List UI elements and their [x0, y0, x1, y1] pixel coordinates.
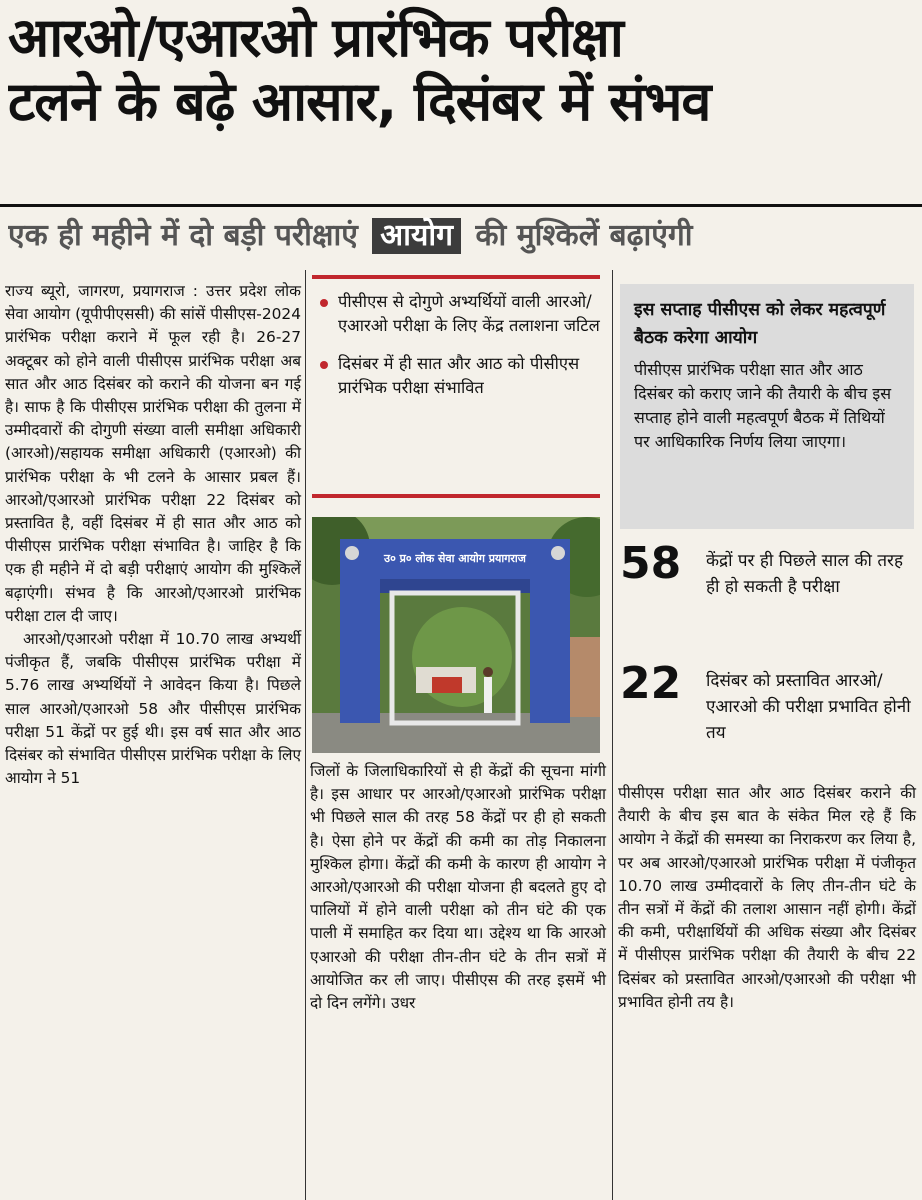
column-2	[310, 760, 606, 1015]
highlight-item	[316, 290, 600, 338]
bullet-icon	[320, 299, 328, 307]
article-paragraph: पीसीएस परीक्षा सात और आठ दिसंबर कराने की तैयारी के बीच इस बात के संकेत मिल रहे हैं कि आयोग ने केंद्रों की समस्या का निराकरण कर लिया है, पर अब आरओ/एआरओ प्रारंभिक परीक्षा में पंजीकृत 10.70 लाख उम्मीदवारों के लिए तीन-तीन घंटे के तीन सत्रों में केंद्रों की तलाश आसान नहीं होगी। केंद्रों की कमी, परीक्षार्थियों की अधिक संख्या और दिसंबर में पीसीएस प्रारंभिक परीक्षा की तैयारी के बीच 22 दिसंबर को प्रस्तावित आरओ/एआरओ की परीक्षा भी प्रभावित होनी तय है।	[618, 784, 916, 1011]
article-paragraph: जिलों के जिलाधिकारियों से ही केंद्रों की सूचना मांगी है। इस आधार पर आरओ/एआरओ प्रारंभिक परीक्षा भी पिछले साल की तरह 58 केंद्रों पर ही हो सकती है। ऐसा होने पर केंद्रों की कमी का तोड़ निकालना मुश्किल होगा। केंद्रों की कमी के कारण ही आयोग ने आरओ/एआरओ की परीक्षा योजना ही बदलते हुए दो पालियों में होने वाली परीक्षा को तीन घंटे की एक पाली में समाहित कर दिया था। उद्देश्य था कि आरओ एआरओ की परीक्षा तीन-तीन घंटे के तीन सत्रों में आयोजित कर ली जाए। पीसीएस की तरह इसमें भी दो दिन लगेंगे। उधर	[310, 762, 606, 1013]
headline-line-2: टलने के बढ़े आसार, दिसंबर में संभव	[8, 70, 711, 133]
info-box-body: पीसीएस प्रारंभिक परीक्षा सात और आठ दिसंबर को कराए जाने की तैयारी के बीच इस सप्ताह होने वाली महत्वपूर्ण बैठक में तिथियों पर आधिकारिक निर्णय लिया जाएगा।	[634, 360, 892, 451]
highlight-text: पीसीएस से दोगुणे अभ्यर्थियों वाली आरओ/एआरओ परीक्षा के लिए केंद्र तलाशना जटिल	[338, 292, 600, 335]
headline-rule	[0, 204, 922, 207]
highlights-list	[316, 290, 600, 414]
highlight-top-rule	[312, 275, 600, 279]
gate-sign: उ० प्र० लोक सेवा आयोग प्रयागराज	[384, 552, 526, 565]
subheadline-after: की मुश्किलें बढ़ाएंगी	[475, 218, 693, 253]
article-paragraph: राज्य ब्यूरो, जागरण, प्रयागराज : उत्तर प्रदेश लोक सेवा आयोग (यूपीपीएससी) की सांसें पीसीएस-2024 प्रारंभिक परीक्षा कराने में फूल रही है। 26-27 अक्टूबर को होने वाली पीसीएस प्रारंभिक परीक्षा अब सात और आठ दिसंबर को कराने की योजना बन गई है। साफ है कि पीसीएस प्रारंभिक परीक्षा की तुलना में उम्मीदवारों की दोगुणी संख्या वाली समीक्षा अधिकारी (आरओ)/सहायक समीक्षा अधिकारी (एआरओ) की प्रारंभिक परीक्षा के भी टलने के आसार प्रबल हैं। आरओ/एआरओ प्रारंभिक परीक्षा 22 दिसंबर को प्रस्तावित है, वहीं दिसंबर में ही सात और आठ को पीसीएस प्रारंभिक परीक्षा संभावित है। जाहिर है कि एक ही महीने में दो बड़ी परीक्षाएं आयोग की मुश्किलें बढ़ाएंगी। संभव है कि आरओ/एआरओ प्रारंभिक परीक्षा टाल दी जाए।	[5, 282, 301, 625]
stat-58	[620, 540, 914, 650]
column-1	[5, 280, 301, 790]
subheadline	[8, 213, 914, 259]
subheadline-before: एक ही महीने में दो बड़ी परीक्षाएं	[8, 218, 358, 253]
highlight-item	[316, 352, 600, 400]
column-3	[618, 782, 916, 1014]
info-box-title: इस सप्ताह पीसीएस को लेकर महत्वपूर्ण बैठक करेगा आयोग	[634, 300, 886, 348]
headline-line-1: आरओ/एआरओ प्रारंभिक परीक्षा	[8, 6, 623, 69]
commission-gate-photo	[312, 517, 600, 753]
subheadline-tag: आयोग	[372, 218, 461, 254]
column-divider	[612, 270, 613, 1200]
column-divider	[305, 270, 306, 1200]
highlight-text: दिसंबर में ही सात और आठ को पीसीएस प्रारंभिक परीक्षा संभावित	[338, 354, 580, 397]
stat-number: 58	[620, 538, 682, 589]
article-paragraph: आरओ/एआरओ परीक्षा में 10.70 लाख अभ्यर्थी पंजीकृत हैं, जबकि पीसीएस प्रारंभिक परीक्षा में 5.76 लाख अभ्यर्थियों ने आवेदन किया है। पिछले साल आरओ/एआरओ 58 और पीसीएस प्रारंभिक परीक्षा 51 केंद्रों पर हुई थी। इस वर्ष सात और आठ दिसंबर को संभावित पीसीएस प्रारंभिक परीक्षा के लिए आयोग ने 51	[5, 630, 301, 788]
stat-number: 22	[620, 658, 682, 709]
headline	[8, 6, 914, 134]
gate-illustration	[312, 517, 600, 753]
stat-text: दिसंबर को प्रस्तावित आरओ/एआरओ की परीक्षा प्रभावित होनी तय	[706, 671, 911, 743]
stat-22	[620, 660, 914, 770]
stat-text: केंद्रों पर ही पिछले साल की तरह ही हो सकती है परीक्षा	[706, 551, 903, 597]
highlight-bottom-rule	[312, 494, 600, 498]
bullet-icon	[320, 361, 328, 369]
info-box	[620, 284, 914, 529]
